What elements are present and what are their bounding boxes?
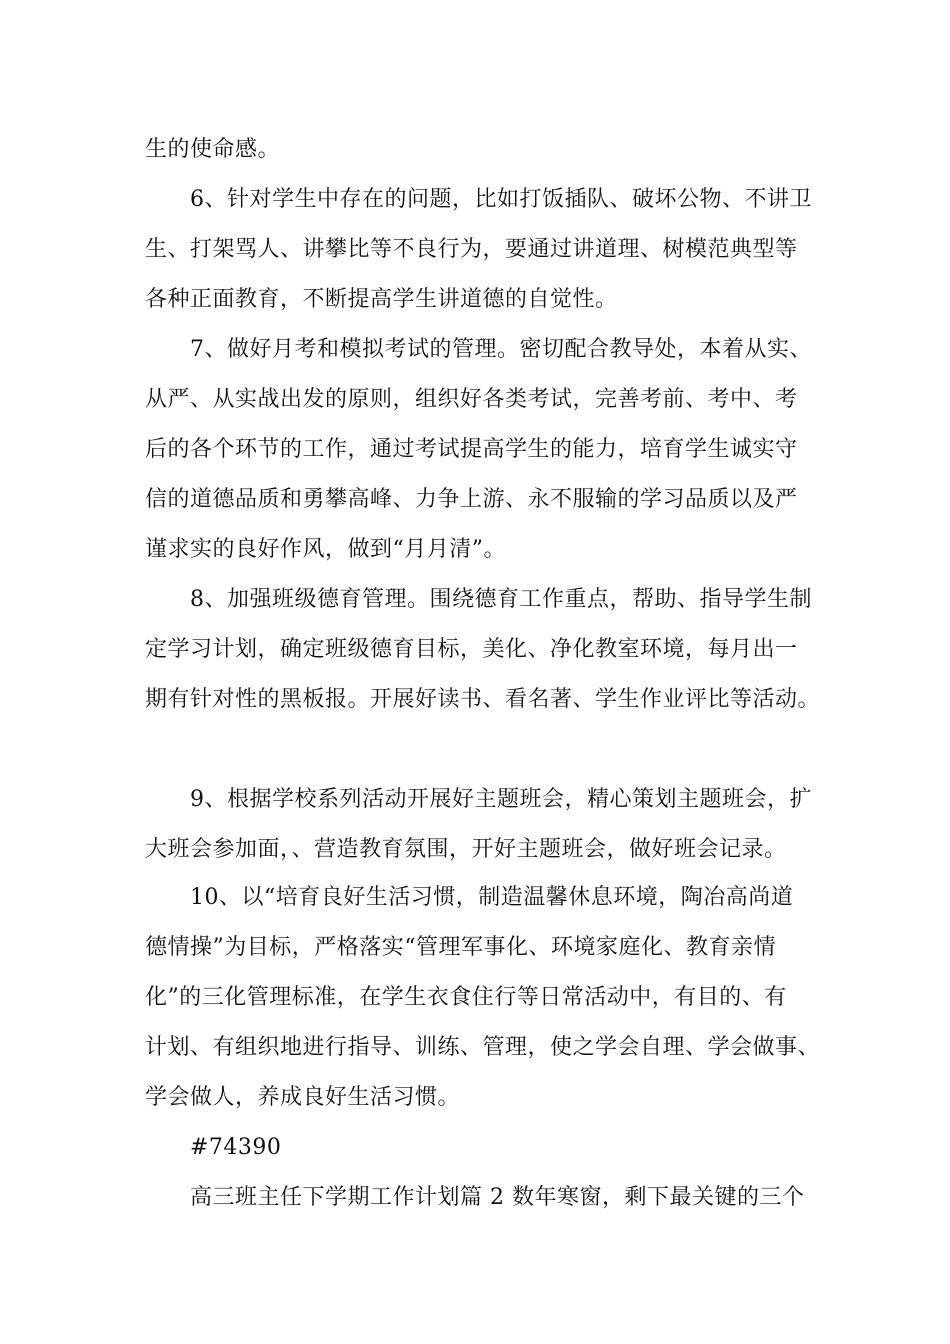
document-id: #74390 [190,1135,282,1160]
paragraph-7-line-4: 信的道德品质和勇攀高峰、力争上游、永不服输的学习品质以及严 [145,487,798,512]
paragraph-10-line-1: 10、以“培育良好生活习惯，制造温馨休息环境，陶冶高尚道 [190,885,794,910]
paragraph-6-line-1: 6、针对学生中存在的问题，比如打饭插队、破坏公物、不讲卫 [190,187,812,212]
paragraph-6-line-2: 生、打架骂人、讲攀比等不良行为，要通过讲道理、树模范典型等 [145,237,798,262]
paragraph-8-line-2: 定学习计划，确定班级德育目标，美化、净化教室环境，每月出一 [145,637,798,662]
paragraph-10-line-3: 化”的三化管理标准，在学生衣食住行等日常活动中，有目的、有 [145,985,787,1010]
section-heading-line: 高三班主任下学期工作计划篇 2 数年寒窗，剩下最关键的三个 [190,1185,805,1210]
paragraph-9-line-1: 9、根据学校系列活动开展好主题班会，精心策划主题班会，扩 [190,787,812,812]
paragraph-10-line-2: 德情操”为目标，严格落实“管理军事化、环境家庭化、教育亲情 [145,935,776,960]
paragraph-8-line-3: 期有针对性的黑板报。开展好读书、看名著、学生作业评比等活动。 [145,687,821,712]
paragraph-7-line-5: 谨求实的良好作风，做到“月月清”。 [145,537,506,562]
text-line: 生的使命感。 [145,137,281,162]
paragraph-10-line-5: 学会做人，养成良好生活习惯。 [145,1085,461,1110]
paragraph-7-line-1: 7、做好月考和模拟考试的管理。密切配合教导处，本着从实、 [190,337,812,362]
paragraph-10-line-4: 计划、有组织地进行指导、训练、管理，使之学会自理、学会做事、 [145,1035,821,1060]
paragraph-8-line-1: 8、加强班级德育管理。围绕德育工作重点，帮助、指导学生制 [190,587,812,612]
paragraph-6-line-3: 各种正面教育，不断提高学生讲道德的自觉性。 [145,287,618,312]
paragraph-9-line-2: 大班会参加面，、营造教育氛围，开好主题班会，做好班会记录。 [145,837,787,862]
paragraph-7-line-2: 从严、从实战出发的原则，组织好各类考试，完善考前、考中、考 [145,387,798,412]
paragraph-7-line-3: 后的各个环节的工作，通过考试提高学生的能力，培育学生诚实守 [145,437,798,462]
